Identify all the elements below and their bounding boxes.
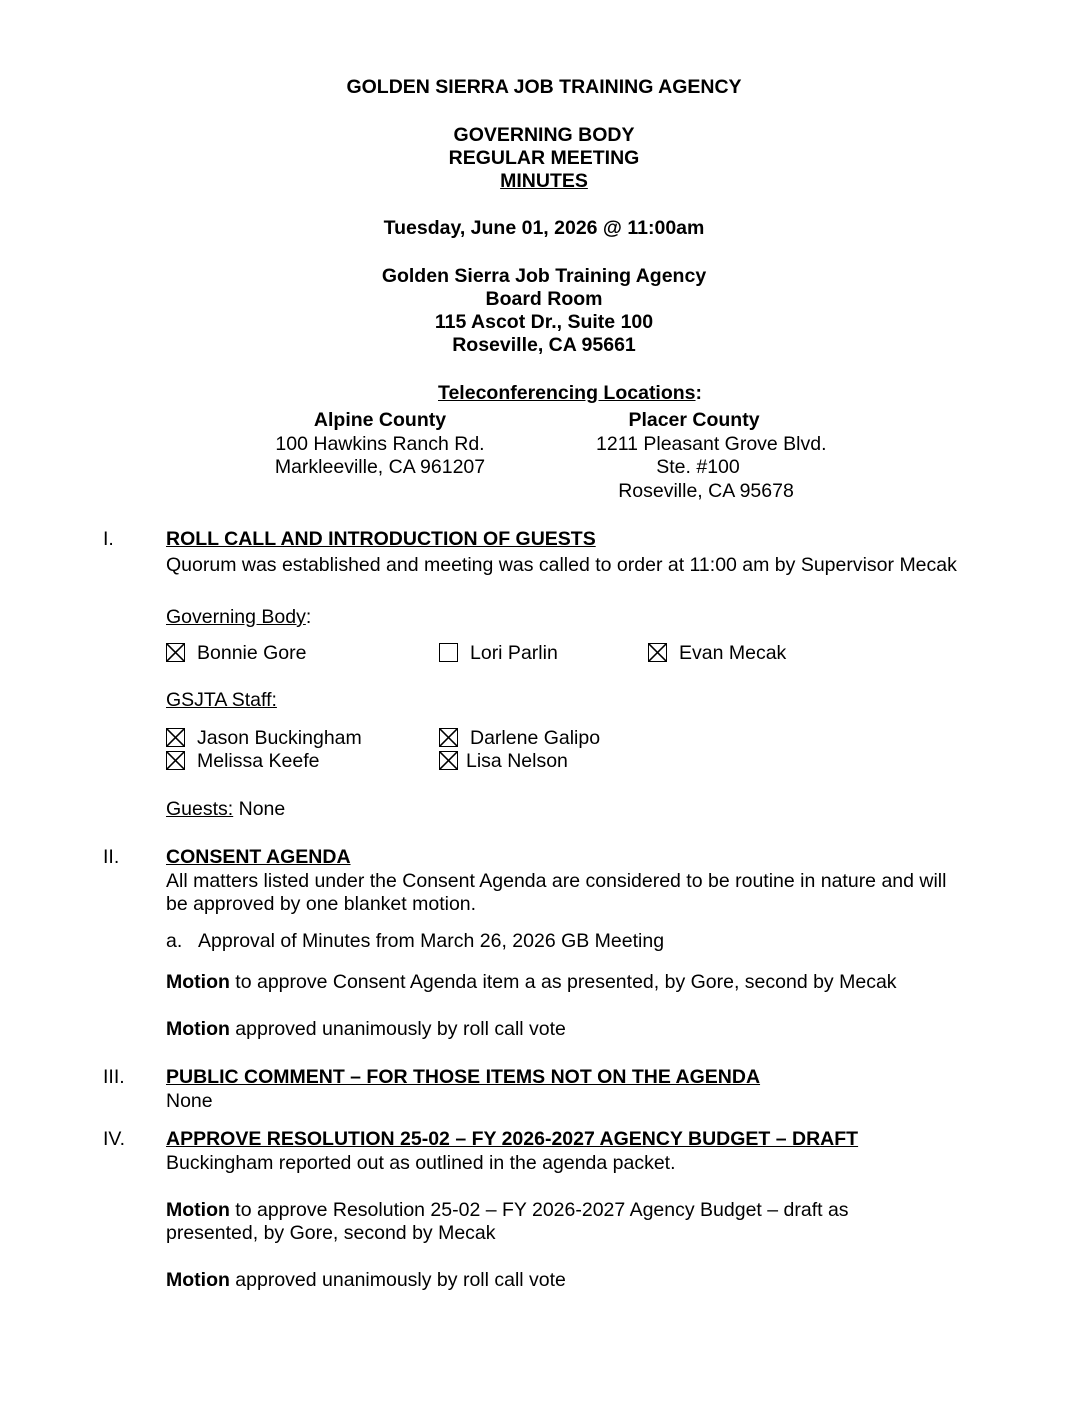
placer-county-block	[574, 409, 827, 503]
motion-label: Motion	[166, 1199, 230, 1221]
consent-motion-2	[166, 1018, 566, 1042]
checked-box-icon	[648, 643, 667, 662]
section-2-number: II.	[103, 846, 120, 868]
staff-darlene-galipo	[439, 727, 600, 751]
governing-body-title: GOVERNING BODY	[453, 124, 635, 146]
unchecked-box-icon	[439, 643, 458, 662]
motion-text: approved unanimously by roll call vote	[229, 1018, 566, 1040]
motion-label: Motion	[166, 1018, 230, 1040]
attendee-name: Lori Parlin	[470, 642, 558, 664]
location-street: 115 Ascot Dr., Suite 100	[434, 311, 654, 333]
section-3-number: III.	[103, 1066, 125, 1088]
location-room: Board Room	[485, 288, 603, 310]
motion-text: approved unanimously by roll call vote	[229, 1269, 566, 1291]
checked-box-icon	[439, 751, 458, 770]
meeting-datetime: Tuesday, June 01, 2026 @ 11:00am	[383, 217, 705, 239]
location-name: Golden Sierra Job Training Agency	[381, 265, 707, 287]
quorum-statement: Quorum was established and meeting was called to order at 11:00 am by Supervisor Mecak	[166, 554, 957, 576]
placer-county-name: Placer County	[628, 409, 760, 431]
alpine-county-block	[260, 409, 500, 480]
attendee-bonnie-gore	[166, 642, 307, 666]
alpine-address-line2: Markleeville, CA 961207	[274, 456, 486, 478]
guests-line	[166, 798, 285, 822]
staff-name: Darlene Galipo	[470, 727, 601, 749]
meeting-type: REGULAR MEETING	[448, 147, 640, 169]
budget-report: Buckingham reported out as outlined in the agenda packet.	[166, 1152, 676, 1174]
public-comment-body: None	[166, 1090, 213, 1112]
budget-motion-1-line2: presented, by Gore, second by Mecak	[166, 1222, 496, 1244]
motion-text: to approve Resolution 25-02 – FY 2026-2027 Agency Budget – draft as	[229, 1199, 849, 1221]
section-4-title: APPROVE RESOLUTION 25-02 – FY 2026-2027 AGENCY BUDGET – DRAFT	[166, 1128, 859, 1150]
guests-label: Guests:	[166, 798, 234, 820]
consent-desc-line2: be approved by one blanket motion.	[166, 893, 477, 915]
staff-name: Melissa Keefe	[197, 750, 320, 772]
staff-lisa-nelson	[439, 750, 568, 774]
consent-desc-line1: All matters listed under the Consent Agenda are considered to be routine in nature and will	[166, 870, 947, 892]
attendee-lori-parlin	[439, 642, 558, 666]
alpine-address-line1: 100 Hawkins Ranch Rd.	[275, 432, 485, 455]
staff-label: GSJTA Staff:	[166, 689, 277, 711]
doc-type: MINUTES	[500, 170, 588, 192]
checked-box-icon	[166, 751, 185, 770]
attendee-evan-mecak	[648, 642, 786, 666]
section-3-title: PUBLIC COMMENT – FOR THOSE ITEMS NOT ON THE AGENDA	[166, 1066, 761, 1088]
attendee-name: Bonnie Gore	[197, 642, 307, 664]
section-1-number: I.	[103, 528, 114, 550]
staff-melissa-keefe	[166, 750, 319, 774]
section-1-title: ROLL CALL AND INTRODUCTION OF GUESTS	[166, 528, 596, 550]
checked-box-icon	[166, 643, 185, 662]
consent-motion-1	[166, 971, 897, 995]
placer-address-line2: Ste. #100	[656, 456, 740, 478]
checked-box-icon	[439, 728, 458, 747]
staff-name: Jason Buckingham	[197, 727, 362, 749]
budget-motion-1-line1	[166, 1199, 849, 1223]
placer-address-line3: Roseville, CA 95678	[618, 479, 794, 502]
motion-label: Motion	[166, 971, 230, 993]
attendee-name: Evan Mecak	[679, 642, 787, 664]
motion-text: to approve Consent Agenda item a as presented, by Gore, second by Mecak	[229, 971, 897, 993]
consent-item-letter: a.	[166, 930, 183, 952]
doc-type-wrap	[0, 170, 1088, 194]
governing-body-label-wrap	[166, 606, 311, 630]
location-city: Roseville, CA 95661	[452, 334, 636, 356]
placer-address-line1: 1211 Pleasant Grove Blvd.	[596, 432, 827, 455]
staff-name: Lisa Nelson	[466, 750, 568, 772]
teleconf-colon: :	[695, 382, 703, 404]
checked-box-icon	[166, 728, 185, 747]
section-2-title: CONSENT AGENDA	[166, 846, 351, 868]
governing-body-label: Governing Body	[166, 606, 306, 628]
section-4-number: IV.	[103, 1128, 126, 1150]
staff-jason-buckingham	[166, 727, 362, 751]
budget-motion-2	[166, 1269, 566, 1293]
alpine-county-name: Alpine County	[313, 409, 447, 431]
guests-value: None	[233, 798, 286, 820]
motion-label: Motion	[166, 1269, 230, 1291]
teleconf-heading: Teleconferencing Locations	[438, 382, 696, 404]
teleconf-heading-wrap	[438, 382, 702, 406]
governing-body-colon: :	[305, 606, 312, 628]
consent-item-text: Approval of Minutes from March 26, 2026 GB Meeting	[198, 930, 665, 952]
agency-title: GOLDEN SIERRA JOB TRAINING AGENCY	[346, 76, 742, 98]
